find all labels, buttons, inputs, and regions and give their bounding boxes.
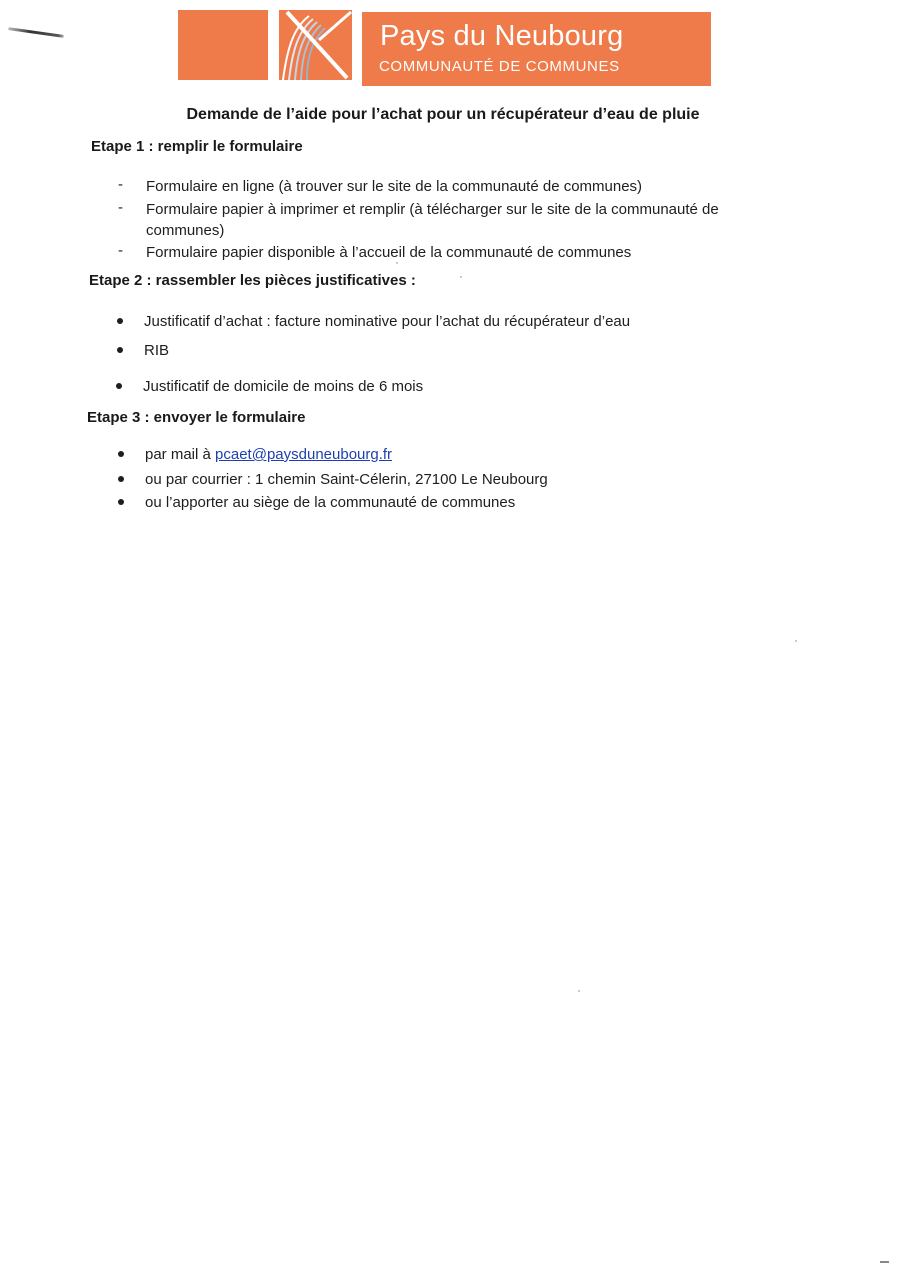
email-link[interactable]: pcaet@paysduneubourg.fr [215,446,393,463]
bullet-marker [117,347,123,353]
list-item-text: Justificatif de domicile de moins de 6 mois [143,378,424,395]
step-2-item-address-proof [143,376,783,397]
dash-marker: - [118,176,123,193]
step-2-heading: Etape 2 : rassembler les pièces justificatives : [89,272,416,289]
list-item-text: Formulaire papier disponible à l’accueil de la communauté de communes [146,244,632,261]
list-item-text: ou l’apporter au siège de la communauté de communes [145,494,516,511]
logo-name: Pays du Neubourg [380,20,624,52]
page-title: Demande de l’aide pour l’achat pour un récupérateur d’eau de pluie [186,106,700,123]
scan-speck [578,990,580,992]
step-1-item-online [118,176,786,197]
step-3-heading: Etape 3 : envoyer le formulaire [87,409,306,426]
step-3-item-mail [145,444,785,465]
logo-block-left [178,10,268,80]
bullet-marker [118,499,124,505]
scan-speck [460,276,462,278]
scan-speck [396,262,398,264]
dash-marker: - [118,242,123,259]
bullet-marker [117,318,123,324]
step-1-item-paper-reception [118,242,786,263]
bullet-marker [118,451,124,457]
list-item-text: RIB [144,342,170,359]
bullet-marker [118,476,124,482]
step-3-item-office [145,492,785,513]
step-1-item-paper-print [118,199,761,241]
list-item-text: Formulaire papier à imprimer et remplir (à télécharger sur le site de la communauté de communes) [146,201,719,239]
step-2-item-rib [144,340,784,361]
logo-block-right [362,12,711,86]
list-item-text: ou par courrier : 1 chemin Saint-Célerin, 27100 Le Neubourg [145,471,548,488]
bullet-marker [116,383,122,389]
logo-subtitle: COMMUNAUTÉ DE COMMUNES [379,58,620,75]
logo [178,10,711,86]
scan-artifact [8,27,64,38]
dash-marker: - [118,199,123,216]
scan-speck [795,640,797,642]
step-1-heading: Etape 1 : remplir le formulaire [91,138,303,155]
scan-artifact [880,1261,889,1263]
list-item-text: Justificatif d’achat : facture nominative pour l’achat du récupérateur d’eau [144,313,631,330]
list-item-text [145,444,785,465]
step-2-item-purchase-proof [144,311,784,332]
mail-prefix: par mail à [145,446,216,463]
step-3-item-post [145,469,785,490]
list-item-text: Formulaire en ligne (à trouver sur le site de la communauté de communes) [146,178,643,195]
logo-emblem-icon [279,10,352,80]
